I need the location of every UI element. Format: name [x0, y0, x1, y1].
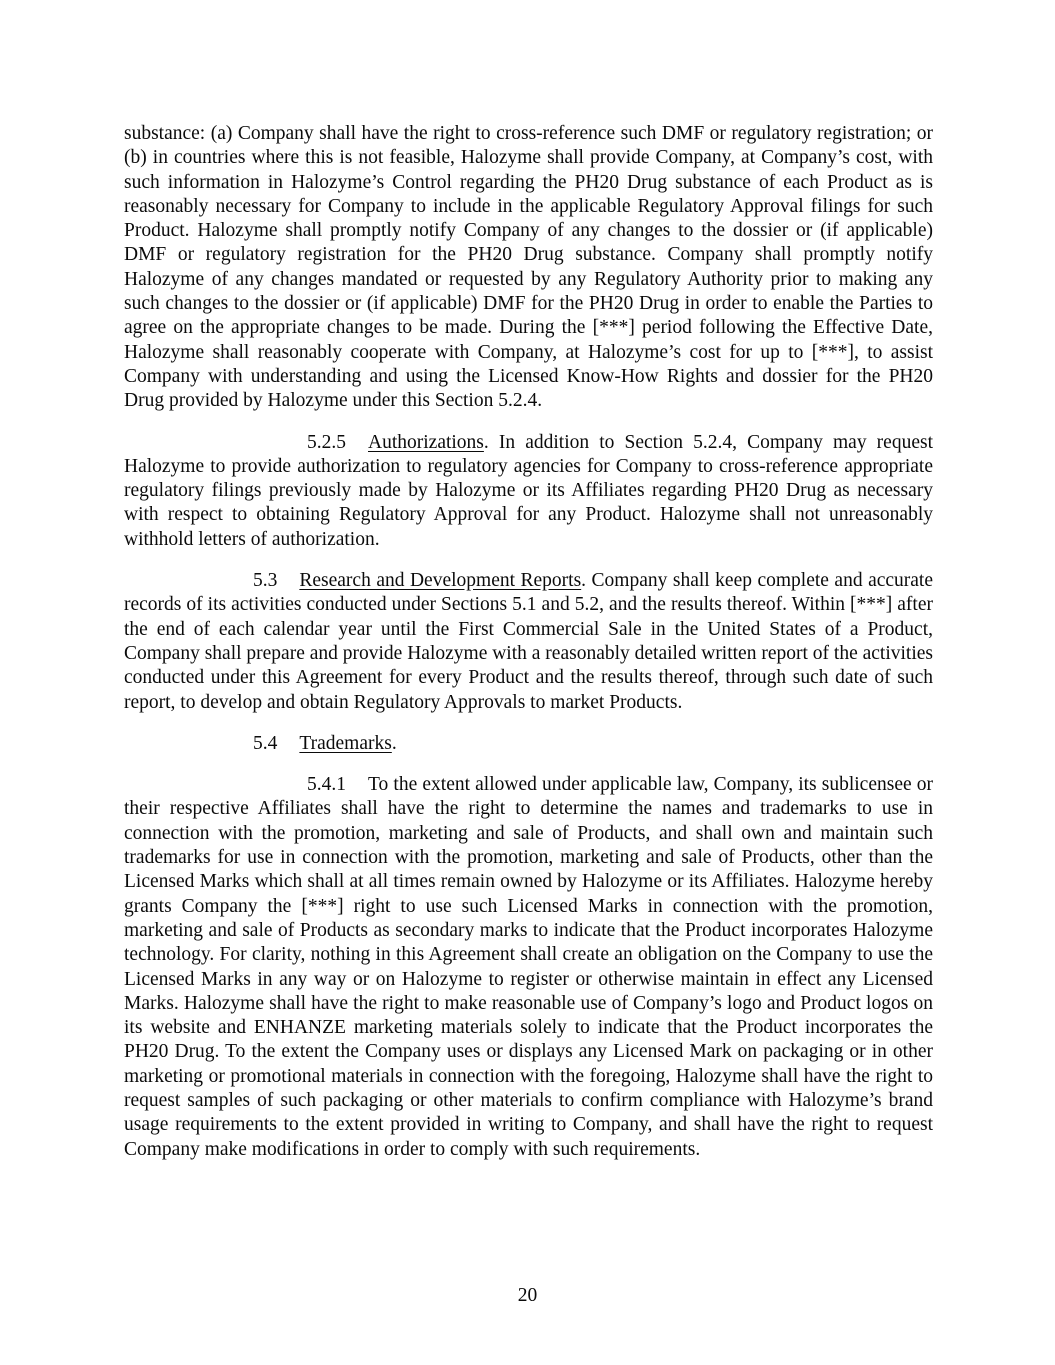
- page-footer: [0, 1284, 1055, 1308]
- section-5-2-5-body: . In addition to Section 5.2.4, Company may request Halozyme to provide authorization to regulatory agencies for Company to cross-reference appropriate regulatory filings previously made by Halozyme or its Affiliates regarding PH20 Drug as necessary with respect to obtaining Regulatory Approval for any Product. Halozyme shall not unreasonably withhold letters of authorization.: [124, 431, 933, 550]
- section-5-2-5-heading: Authorizations: [368, 431, 484, 453]
- section-5-4-paragraph: [124, 732, 933, 756]
- section-5-4-1-number: 5.4.1: [307, 774, 346, 796]
- page-number: 20: [517, 1285, 538, 1306]
- section-5-4-number: 5.4: [253, 732, 278, 754]
- section-5-2-5-paragraph: [124, 431, 933, 552]
- section-5-3-paragraph: [124, 569, 933, 715]
- section-5-4-heading: Trademarks: [299, 732, 392, 754]
- section-5-4-1-paragraph: [124, 773, 933, 1162]
- section-5-2-5-number: 5.2.5: [307, 431, 346, 453]
- section-5-3-number: 5.3: [253, 570, 278, 592]
- continuation-paragraph: substance: (a) Company shall have the right to cross-reference such DMF or regulatory registration; or (b) in countries where this is not feasible, Halozyme shall provide Company, at Company’s cost, with such information in Halozyme’s Control regarding the PH20 Drug substance of each Product as is reasonably necessary for Company to include in the applicable Regulatory Approval filings for such Product. Halozyme shall promptly notify Company of any changes to the dossier or (if applicable) DMF or regulatory registration for the PH20 Drug substance. Company shall promptly notify Halozyme of any changes mandated or requested by any Regulatory Authority prior to making any such changes to the dossier or (if applicable) DMF for the PH20 Drug in order to enable the Parties to agree on the appropriate changes to be made. During the [***] period following the Effective Date, Halozyme shall reasonably cooperate with Company, at Halozyme’s cost for up to [***], to assist Company with understanding and using the Licensed Know-How Rights and dossier for the PH20 Drug provided by Halozyme under this Section 5.2.4.: [124, 123, 933, 412]
- section-5-4-body: .: [391, 732, 397, 754]
- section-5-3-body: . Company shall keep complete and accurate records of its activities conducted under Sections 5.1 and 5.2, and the results thereof. Within [***] after the end of each calendar year until the First Commercial Sale in the United States of a Product, Company shall prepare and provide Halozyme with a reasonably detailed written report of the activities conducted under this Agreement for every Product and the results thereof, through such date of such report, to develop and obtain Regulatory Approvals to market Products.: [124, 570, 934, 713]
- section-5-4-1-body: To the extent allowed under applicable law, Company, its sublicensee or their respective Affiliates shall have the right to determine the names and trademarks to use in connection with the promotion, marketing and sale of Products, and shall own and maintain such trademarks for use in connection with the promotion, marketing and sale of Products, other than the Licensed Marks which shall at all times remain owned by Halozyme or its Affiliates. Halozyme hereby grants Company the [***] right to use such Licensed Marks in connection with the promotion, marketing and sale of Products as secondary marks to indicate that the Product incorporates Halozyme technology. For clarity, nothing in this Agreement shall create an obligation on the Company to use the Licensed Marks in any way or on Halozyme to register or otherwise maintain in effect any Licensed Marks. Halozyme shall have the right to make reasonable use of Company’s logo and Product logos on its website and ENHANZE marketing materials solely to indicate that the Product incorporates the PH20 Drug. To the extent the Company uses or displays any Licensed Mark on packaging or in other marketing or promotional materials in connection with the foregoing, Halozyme shall have the right to request samples of such packaging or other materials to confirm compliance with Halozyme’s brand usage requirements to the extent provided in writing to Company, and shall have the right to request Company make modifications in order to comply with such requirements.: [124, 774, 933, 1160]
- section-5-3-heading: Research and Development Reports: [299, 570, 582, 592]
